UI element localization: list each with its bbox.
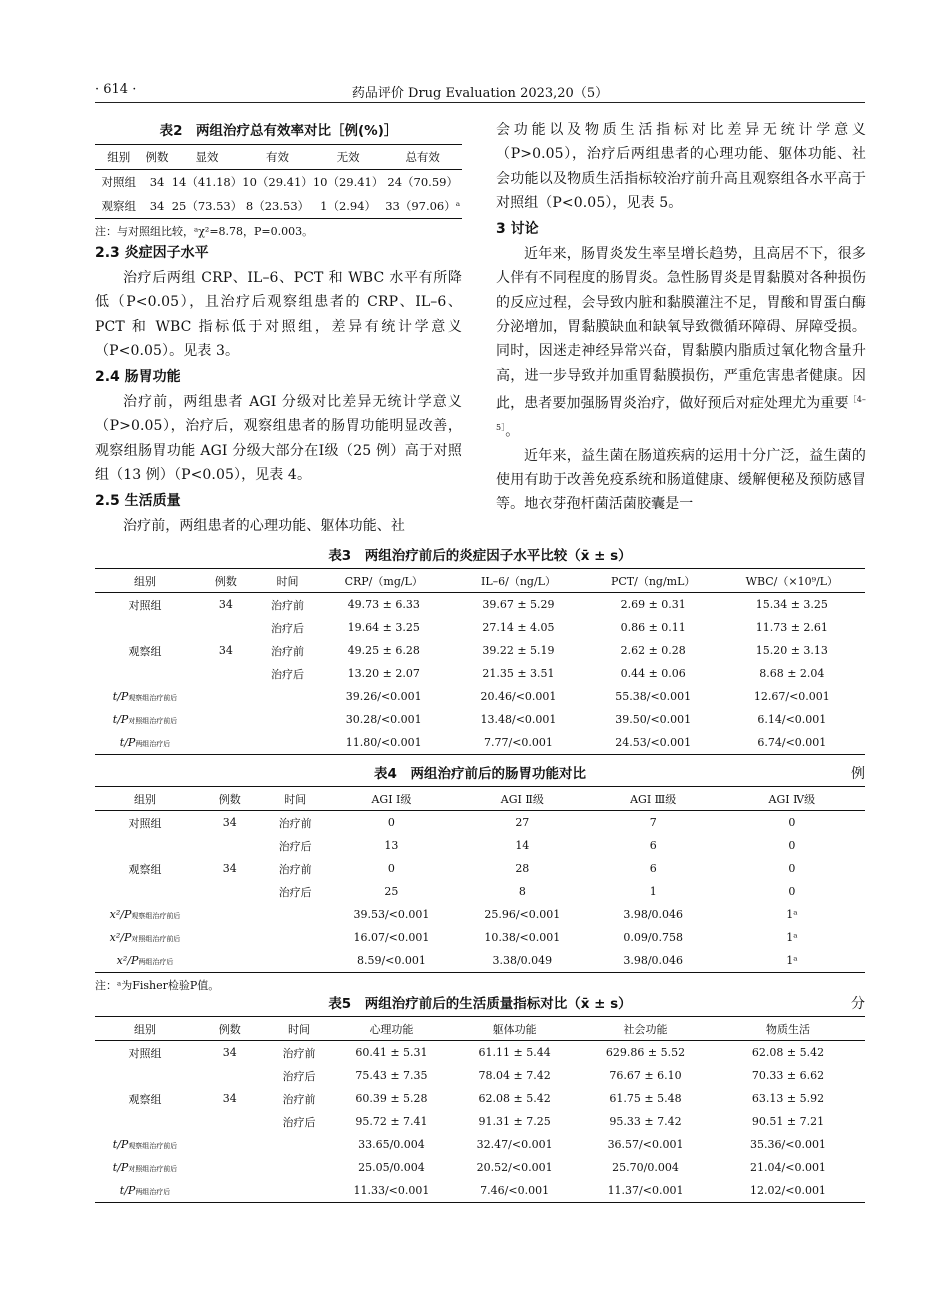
table-row	[95, 170, 462, 195]
table-cell: 治疗后	[270, 621, 304, 635]
table2-col-invalid: 无效	[336, 150, 360, 164]
table-cell: 0	[387, 862, 395, 875]
table-cell: 0	[788, 885, 796, 898]
table-cell: 0	[788, 816, 796, 829]
discussion-text: 近年来，肠胃炎发生率呈增长趋势，且高居不下，很多人伴有不同程度的肠胃炎。急性肠胃炎是胃黏膜对各种损伤的反应过程，会导致内脏和黏膜灌注不足，胃酸和胃蛋白酶分泌增加，胃黏膜缺血和缺氧导致微循环障碍、屏障受损。同时，因迷走神经异常兴奋，胃黏膜内脂质过氧化物含量升高，进一步导致并加重胃黏膜损伤，严重危害患者健康。因此，患者要加强肠胃炎治疗，做好预后对症处理尤为重要	[496, 246, 866, 412]
table-row	[95, 639, 865, 662]
table-cell: 61.11 ± 5.44	[478, 1046, 551, 1059]
table-cell: 治疗前	[282, 1046, 316, 1060]
table-cell: 对照组	[101, 175, 136, 189]
table-cell: 0.44 ± 0.06	[620, 667, 686, 680]
table-row	[95, 1041, 865, 1065]
table-cell: 34	[218, 644, 233, 657]
table-cell: 11.73 ± 2.61	[755, 621, 828, 634]
table-cell: 0	[788, 839, 796, 852]
table2-col-total: 总有效	[405, 150, 440, 164]
table4-col-group: 组别	[134, 792, 157, 806]
table-cell: 11.80/<0.001	[345, 736, 422, 749]
table-cell: 0.86 ± 0.11	[620, 621, 686, 634]
table-cell: 6	[649, 839, 657, 852]
table2-col-group: 组别	[107, 150, 131, 164]
table-cell: 39.26/<0.001	[345, 690, 422, 703]
table-cell: 7	[649, 816, 657, 829]
table5-col-time: 时间	[288, 1022, 311, 1036]
table-cell	[95, 1064, 195, 1087]
table-cell: 34	[149, 175, 165, 189]
table4-title-row	[95, 762, 865, 786]
stat-row	[95, 903, 865, 926]
table-cell	[195, 662, 257, 685]
table-row	[95, 662, 865, 685]
table-cell: 36.57/<0.001	[607, 1138, 684, 1151]
table-cell: 7.46/<0.001	[480, 1184, 550, 1197]
table-cell: 20.46/<0.001	[480, 690, 557, 703]
table-cell: 治疗前	[270, 644, 304, 658]
table3	[95, 568, 865, 755]
table-row	[95, 593, 865, 617]
table-cell: 95.72 ± 7.41	[355, 1115, 428, 1128]
table-cell: 1（2.94）	[320, 199, 377, 213]
table-cell: 13.48/<0.001	[480, 713, 557, 726]
table2-header-row	[95, 145, 462, 170]
right-column	[496, 118, 866, 517]
table-cell: 34	[222, 1046, 237, 1059]
header-divider	[95, 102, 865, 103]
left-column	[95, 118, 462, 539]
table-cell	[95, 616, 195, 639]
table-cell	[195, 1064, 264, 1087]
table5-block	[95, 992, 865, 1203]
table-cell: 629.86 ± 5.52	[605, 1046, 686, 1059]
table5-unit: 分	[851, 996, 865, 1012]
table-cell: 3.98/0.046	[623, 954, 684, 967]
table-cell	[195, 834, 264, 857]
table-cell: 15.34 ± 3.25	[755, 598, 828, 611]
table-cell: 76.67 ± 6.10	[609, 1069, 682, 1082]
table-row	[95, 834, 865, 857]
stat-row	[95, 1133, 865, 1156]
table4-col-agi1: AGI Ⅰ级	[371, 792, 412, 806]
table-cell: 3.98/0.046	[623, 908, 684, 921]
table4-col-time: 时间	[284, 792, 307, 806]
table-cell: 治疗前	[278, 816, 312, 830]
table-cell: 75.43 ± 7.35	[355, 1069, 428, 1082]
table-cell: 6.14/<0.001	[757, 713, 827, 726]
table-cell: 34	[222, 1092, 237, 1105]
table-cell: 49.25 ± 6.28	[347, 644, 420, 657]
stat-label: x²/P对照组治疗前后	[109, 931, 181, 944]
table-cell	[95, 834, 195, 857]
table-cell: 15.20 ± 3.13	[755, 644, 828, 657]
stat-label: t/P观察组治疗前后	[112, 690, 178, 703]
section-2-3-paragraph: 治疗后两组 CRP、IL–6、PCT 和 WBC 水平有所降低（P<0.05），且治疗后观察组患者的 CRP、IL–6、PCT 和 WBC 指标低于对照组，差异有统计学意义（P<0.05）。见表 3。	[95, 270, 462, 359]
stat-label: t/P两组治疗后	[119, 736, 171, 749]
citation-ref: ［4–5］	[496, 394, 867, 432]
table-cell: 70.33 ± 6.62	[751, 1069, 825, 1082]
journal-title: 药品评价 Drug Evaluation 2023,20（5）	[351, 86, 609, 101]
stat-row	[95, 731, 865, 755]
table-cell: 8.68 ± 2.04	[759, 667, 825, 680]
table-cell: 25	[384, 885, 399, 898]
table4-unit: 例	[851, 766, 865, 782]
section-3-heading: 3 讨论	[496, 221, 539, 238]
table-cell: 61.75 ± 5.48	[609, 1092, 682, 1105]
table-cell: 2.62 ± 0.28	[620, 644, 686, 657]
table-cell: 治疗后	[278, 839, 312, 853]
table4-col-n: 例数	[218, 792, 241, 806]
table5-title: 表5 两组治疗前后的生活质量指标对比（x̄ ± s）	[328, 996, 632, 1012]
table-cell: 治疗后	[278, 885, 312, 899]
table-cell: 2.69 ± 0.31	[620, 598, 686, 611]
table-cell: 21.35 ± 3.51	[482, 667, 555, 680]
table-cell: 0	[788, 862, 796, 875]
table-cell: 6.74/<0.001	[757, 736, 827, 749]
discussion-paragraph-2: 近年来，益生菌在肠道疾病的运用十分广泛，益生菌的使用有助于改善免疫系统和肠道健康、缓解便秘及预防感冒等。地衣芽孢杆菌活菌胶囊是一	[496, 447, 866, 513]
table-cell: 60.41 ± 5.31	[355, 1046, 428, 1059]
table2-title: 表2 两组治疗总有效率对比［例(%)］	[159, 123, 398, 139]
table-row	[95, 857, 865, 880]
table5	[95, 1016, 865, 1203]
stat-row	[95, 708, 865, 731]
table-cell: 33（97.06）ᵃ	[385, 199, 461, 213]
table-cell: 35.36/<0.001	[750, 1138, 826, 1151]
table-cell: 13	[384, 839, 399, 852]
table-row	[95, 1064, 865, 1087]
section-2-5-paragraph: 治疗前，两组患者的心理功能、躯体功能、社	[123, 518, 405, 535]
discussion-paragraph-1	[496, 242, 866, 444]
stat-label: t/P两组治疗后	[119, 1184, 171, 1197]
table-cell	[95, 880, 195, 903]
table-cell: 20.52/<0.001	[476, 1161, 553, 1174]
table-cell: 91.31 ± 7.25	[478, 1115, 551, 1128]
stat-label: t/P观察组治疗前后	[112, 1138, 178, 1151]
table-row	[95, 1110, 865, 1133]
table-cell: 观察组	[101, 199, 136, 213]
table5-col-group: 组别	[134, 1022, 157, 1036]
table2-note: 注：与对照组比较，ᵃχ²=8.78，P=0.003。	[95, 225, 314, 238]
stat-row	[95, 685, 865, 708]
table-cell: 60.39 ± 5.28	[355, 1092, 428, 1105]
table4-col-agi3: AGI Ⅲ级	[630, 792, 677, 806]
table-cell: 0.09/0.758	[623, 931, 684, 944]
stat-label: x²/P观察组治疗前后	[109, 908, 181, 921]
table2-col-n: 例数	[145, 150, 169, 164]
stat-label: t/P对照组治疗前后	[112, 1161, 178, 1174]
table-cell: 对照组	[128, 1046, 162, 1060]
table2-col-effective: 有效	[266, 150, 290, 164]
table-cell: 13.20 ± 2.07	[347, 667, 420, 680]
table-cell: 12.02/<0.001	[750, 1184, 826, 1197]
table3-col-n: 例数	[214, 574, 237, 588]
table-cell: 治疗前	[278, 862, 312, 876]
table-cell: 30.28/<0.001	[345, 713, 422, 726]
section-2-4-paragraph: 治疗前，两组患者 AGI 分级对比差异无统计学意义（P>0.05），治疗后，观察组患者的肠胃功能明显改善，观察组肠胃功能 AGI 分级大部分在Ⅰ级（25 例）高于对照组（13 例）（P<0.05），见表 4。	[95, 394, 462, 484]
table3-col-wbc: WBC/（×10⁹/L）	[745, 574, 838, 588]
table-cell: 28	[515, 862, 530, 875]
table-cell: 27	[515, 816, 530, 829]
table4-block	[95, 762, 865, 993]
table-cell: 8.59/<0.001	[356, 954, 426, 967]
table-cell: 34	[218, 598, 233, 611]
table-cell: 39.67 ± 5.29	[482, 598, 555, 611]
stat-row	[95, 926, 865, 949]
stat-row	[95, 1179, 865, 1203]
table-cell: 治疗后	[270, 667, 304, 681]
table-cell: 25.70/0.004	[612, 1161, 679, 1174]
table5-col-social: 社会功能	[623, 1022, 668, 1036]
table3-col-crp: CRP/（mg/L）	[344, 574, 423, 588]
table-row	[95, 1087, 865, 1110]
table-cell: 78.04 ± 7.42	[478, 1069, 551, 1082]
table-cell: 治疗前	[282, 1092, 316, 1106]
table4-col-agi4: AGI Ⅳ级	[768, 792, 816, 806]
table3-col-group: 组别	[134, 574, 157, 588]
table-cell: 治疗前	[270, 598, 304, 612]
table2-col-marked: 显效	[195, 150, 219, 164]
table5-col-material: 物质生活	[765, 1022, 810, 1036]
page-header	[95, 78, 865, 102]
section-2-3-heading: 2.3 炎症因子水平	[95, 245, 209, 261]
table-cell: 34	[222, 816, 237, 829]
table3-col-pct: PCT/（ng/mL）	[610, 574, 696, 588]
table5-col-physical: 躯体功能	[492, 1022, 537, 1036]
table-row	[95, 616, 865, 639]
section-2-5-continuation: 会功能以及物质生活指标对比差异无统计学意义（P>0.05），治疗后两组患者的心理功能、躯体功能、社会功能以及物质生活指标较治疗前升高且观察组各水平高于对照组（P<0.05），见表 5。	[496, 122, 866, 211]
stat-row	[95, 949, 865, 973]
table-cell: 10（29.41）	[312, 175, 384, 189]
table-cell: 1ᵃ	[786, 908, 798, 921]
table-cell: 观察组	[128, 644, 162, 658]
table-cell: 55.38/<0.001	[615, 690, 692, 703]
section-2-4-heading: 2.4 肠胃功能	[95, 369, 181, 386]
table-cell: 10.38/<0.001	[484, 931, 561, 944]
table-cell: 11.37/<0.001	[607, 1184, 684, 1197]
table-cell: 95.33 ± 7.42	[609, 1115, 682, 1128]
table-cell: 治疗后	[282, 1069, 316, 1083]
table-cell: 24（70.59）	[387, 175, 458, 189]
table-cell: 观察组	[128, 862, 162, 876]
discussion-text-end: 。	[505, 423, 520, 440]
table-cell: 7.77/<0.001	[484, 736, 553, 749]
table-cell	[95, 662, 195, 685]
table-cell: 1	[649, 885, 657, 898]
table-cell: 90.51 ± 7.21	[751, 1115, 825, 1128]
stat-label: t/P对照组治疗前后	[112, 713, 178, 726]
table3-title: 表3 两组治疗前后的炎症因子水平比较（x̄ ± s）	[328, 548, 632, 564]
table-cell: 0	[387, 816, 395, 829]
table3-block	[95, 544, 865, 755]
table-cell: 39.50/<0.001	[615, 713, 692, 726]
table-cell: 12.67/<0.001	[753, 690, 830, 703]
table-cell: 25.96/<0.001	[484, 908, 561, 921]
table-cell	[195, 880, 264, 903]
table-cell: 39.53/<0.001	[353, 908, 430, 921]
table-cell	[195, 1110, 264, 1133]
table-row	[95, 194, 462, 219]
table-cell: 62.08 ± 5.42	[478, 1092, 551, 1105]
table-cell: 1ᵃ	[786, 931, 798, 944]
table-cell: 14	[515, 839, 530, 852]
table-cell: 观察组	[128, 1092, 162, 1106]
table-cell: 34	[222, 862, 237, 875]
table-row	[95, 880, 865, 903]
table-cell: 24.53/<0.001	[615, 736, 692, 749]
table3-col-il6: IL–6/（ng/L）	[480, 574, 556, 588]
table-cell: 62.08 ± 5.42	[751, 1046, 825, 1059]
section-2-5-heading: 2.5 生活质量	[95, 493, 181, 510]
table4-title: 表4 两组治疗前后的肠胃功能对比	[374, 766, 586, 782]
stat-label: x²/P两组治疗后	[116, 954, 174, 967]
page-number: · 614 ·	[95, 82, 137, 97]
table-cell: 3.38/0.049	[492, 954, 553, 967]
table-cell: 32.47/<0.001	[476, 1138, 553, 1151]
table2	[95, 144, 462, 219]
table-cell: 14（41.18）	[171, 175, 243, 189]
table3-header-row	[95, 569, 865, 593]
table3-col-time: 时间	[276, 574, 299, 588]
table-cell: 21.04/<0.001	[750, 1161, 826, 1174]
table-cell: 8（23.53）	[245, 199, 310, 213]
table-row	[95, 811, 865, 835]
table-cell: 16.07/<0.001	[353, 931, 430, 944]
table4-header-row	[95, 787, 865, 811]
stat-row	[95, 1156, 865, 1179]
table-cell: 对照组	[128, 816, 162, 830]
table-cell: 治疗后	[282, 1115, 316, 1129]
table-cell: 63.13 ± 5.92	[751, 1092, 825, 1105]
table-cell: 49.73 ± 6.33	[347, 598, 420, 611]
table-cell: 1ᵃ	[786, 954, 798, 967]
table4-col-agi2: AGI Ⅱ级	[500, 792, 544, 806]
table-cell: 27.14 ± 4.05	[482, 621, 555, 634]
table-cell: 25.05/0.004	[358, 1161, 425, 1174]
table5-title-row	[95, 992, 865, 1016]
table-cell	[195, 616, 257, 639]
table-cell: 对照组	[128, 598, 162, 612]
table-cell: 8	[518, 885, 526, 898]
table-cell: 33.65/0.004	[358, 1138, 425, 1151]
table5-header-row	[95, 1017, 865, 1041]
table5-col-psych: 心理功能	[369, 1022, 414, 1036]
table-cell: 6	[649, 862, 657, 875]
table-cell: 34	[149, 199, 165, 213]
table-cell: 11.33/<0.001	[353, 1184, 430, 1197]
table4-note: 注：ᵃ为Fisher检验P值。	[95, 979, 220, 992]
table-cell: 25（73.53）	[171, 199, 243, 213]
table-cell: 39.22 ± 5.19	[482, 644, 555, 657]
table4	[95, 786, 865, 973]
table-cell	[95, 1110, 195, 1133]
table-cell: 10（29.41）	[242, 175, 313, 189]
table5-col-n: 例数	[218, 1022, 241, 1036]
table-cell: 19.64 ± 3.25	[347, 621, 420, 634]
